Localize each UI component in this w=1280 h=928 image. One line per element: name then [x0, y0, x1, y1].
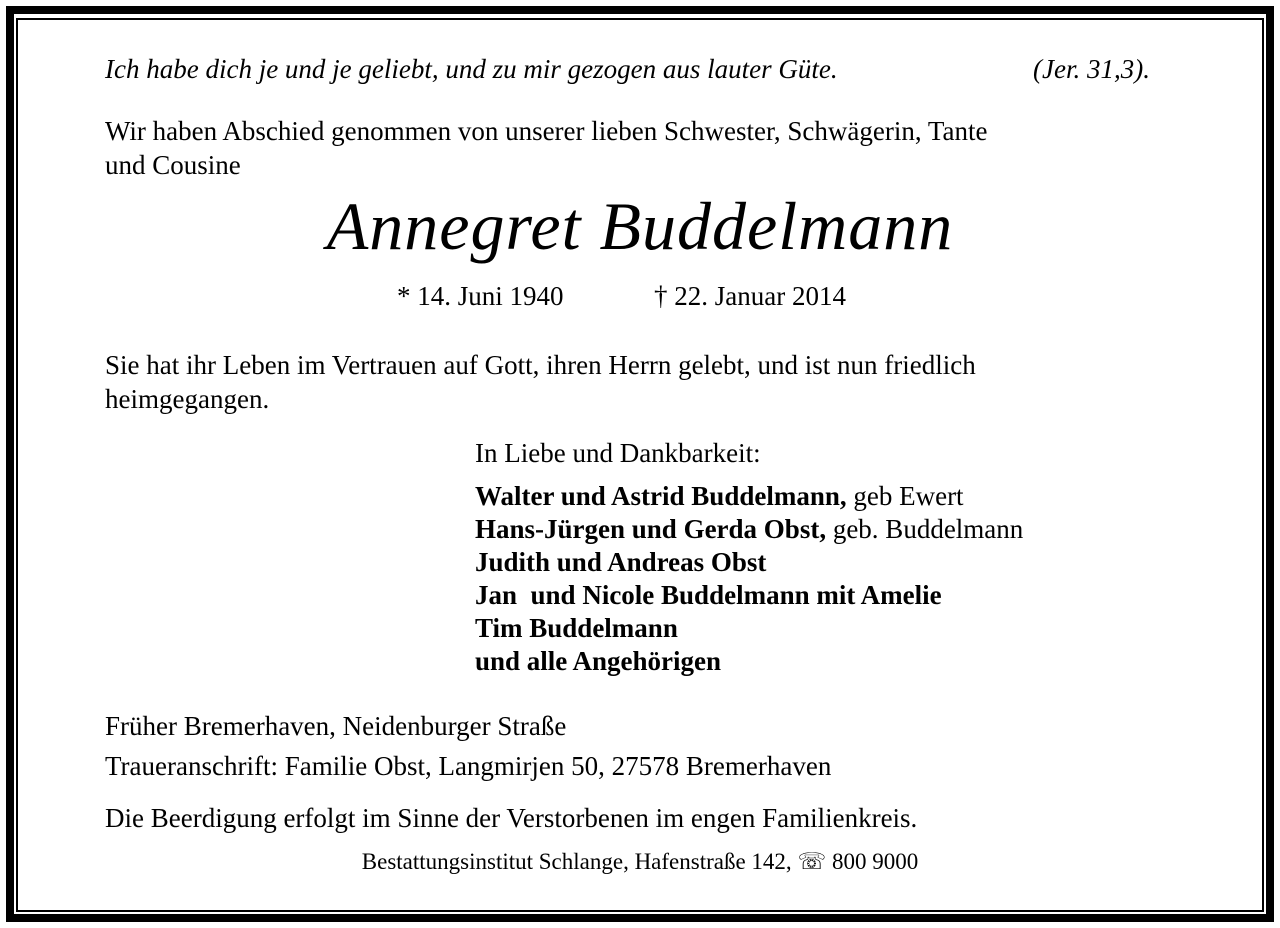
birth-date: * 14. Juni 1940: [397, 281, 564, 311]
statement-line-1: Sie hat ihr Leben im Vertrauen auf Gott, ihren Herrn gelebt, und ist nun friedlich: [105, 350, 976, 380]
mourner-name: Hans-Jürgen und Gerda Obst,: [475, 514, 827, 544]
bible-verse: Ich habe dich je und je geliebt, und zu mir gezogen aus lauter Güte.: [105, 54, 838, 84]
intro-line-2: und Cousine: [105, 150, 241, 180]
intro-line-1: Wir haben Abschied genommen von unserer lieben Schwester, Schwägerin, Tante: [105, 116, 988, 146]
mourner-entry: [475, 582, 942, 609]
mourner-name: und alle Angehörigen: [475, 646, 722, 676]
deceased-name: Annegret Buddelmann: [326, 188, 954, 264]
mourner-name: Judith und Andreas Obst: [475, 547, 767, 577]
mourners-heading: In Liebe und Dankbarkeit:: [475, 438, 761, 468]
mourner-name: Walter und Astrid Buddelmann,: [475, 481, 847, 511]
funeral-home-line: [0, 850, 1280, 873]
mourner-name: Tim Buddelmann: [475, 613, 678, 643]
funeral-home-name: Bestattungsinstitut Schlange, Hafenstraße 142,: [361, 849, 798, 874]
bible-verse-reference: (Jer. 31,3).: [1033, 54, 1150, 84]
statement-line-2: heimgegangen.: [105, 384, 270, 414]
death-date: † 22. Januar 2014: [654, 281, 846, 311]
mourner-entry: [475, 483, 964, 510]
mourner-entry: [475, 549, 766, 576]
mourner-note: geb. Buddelmann: [826, 514, 1024, 544]
mourner-entry: [475, 615, 678, 642]
mourning-address: Traueranschrift: Familie Obst, Langmirjen 50, 27578 Bremerhaven: [105, 751, 832, 781]
mourner-name: Jan und Nicole Buddelmann mit Amelie: [475, 580, 942, 610]
funeral-note: Die Beerdigung erfolgt im Sinne der Verstorbenen im engen Familienkreis.: [105, 803, 918, 833]
former-address: Früher Bremerhaven, Neidenburger Straße: [105, 711, 567, 741]
mourner-entry: [475, 516, 1023, 543]
mourner-entry: [475, 648, 721, 675]
funeral-home-phone: 800 9000: [826, 849, 919, 874]
mourner-note: geb Ewert: [846, 481, 964, 511]
telephone-icon: ☏: [797, 849, 827, 874]
